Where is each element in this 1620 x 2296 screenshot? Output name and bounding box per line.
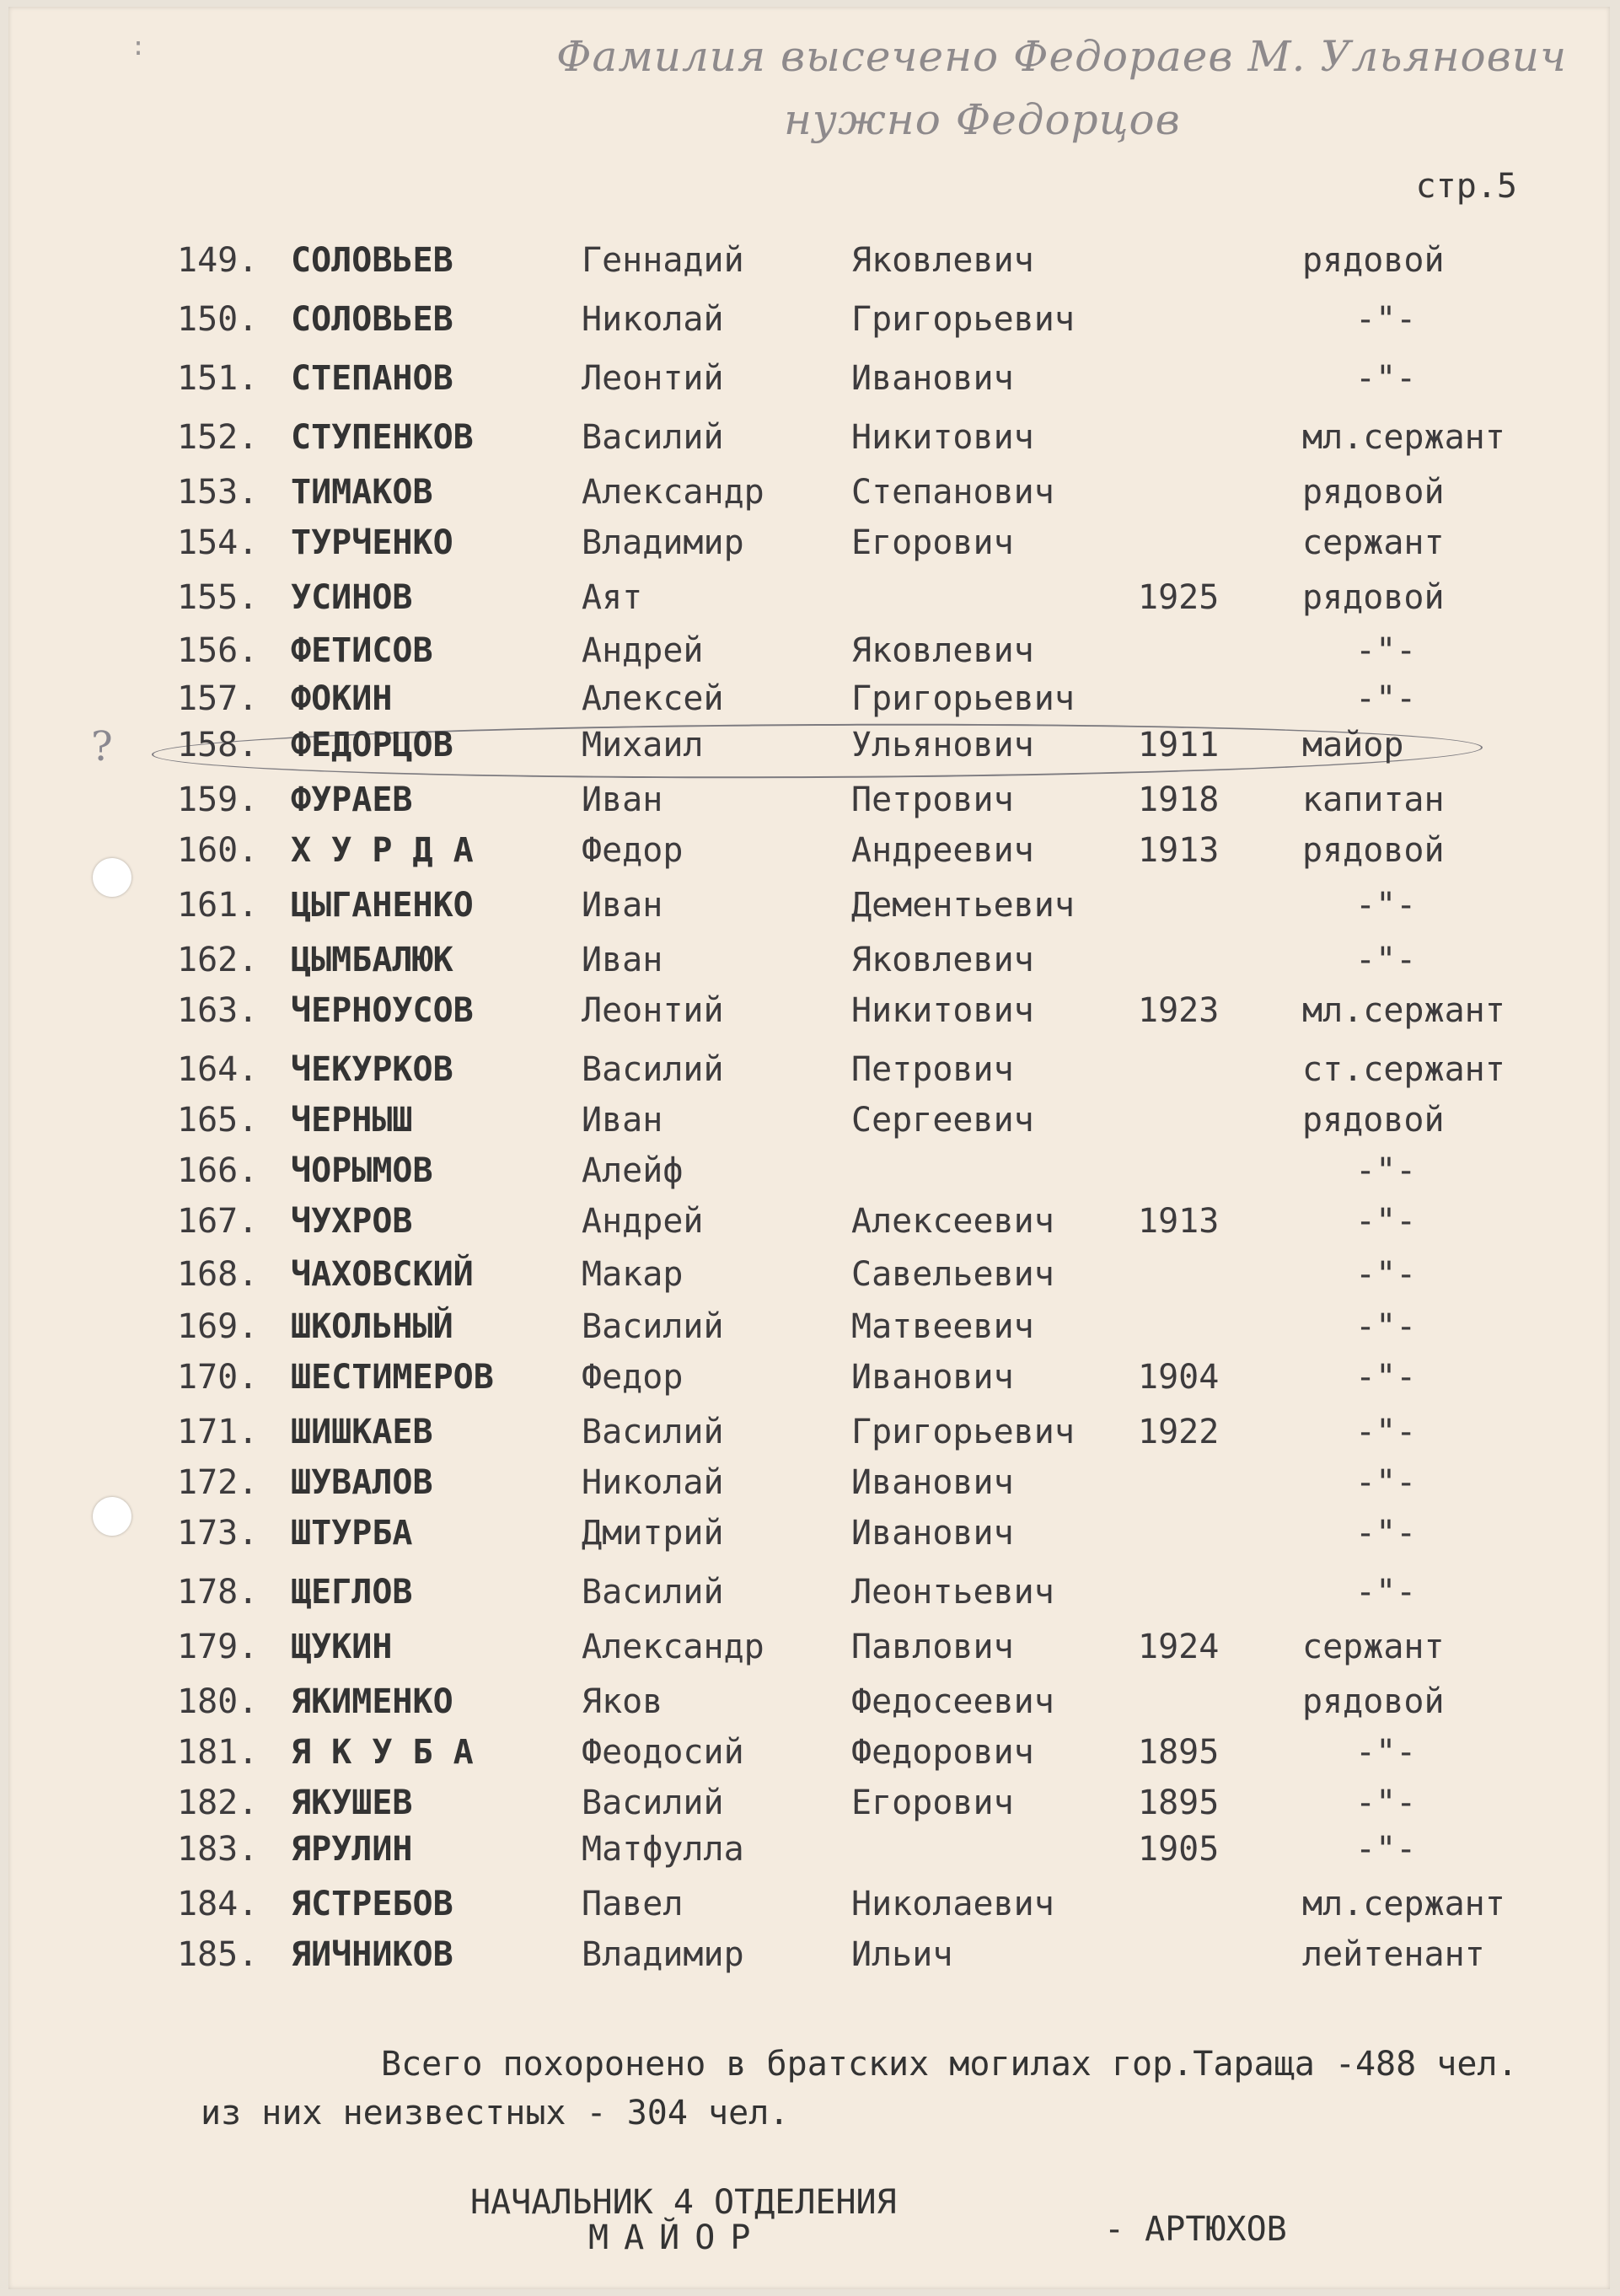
military-rank: -"-	[1355, 1255, 1417, 1294]
first-name: Иван	[582, 781, 663, 819]
military-rank: сержант	[1302, 1628, 1445, 1666]
last-name: ЩУКИН	[291, 1628, 393, 1666]
first-name: Александр	[582, 473, 764, 512]
row-number: 184.	[177, 1885, 259, 1923]
list-row	[8, 239, 1610, 282]
summary-line-2: из них неизвестных - 304 чел.	[201, 2094, 790, 2132]
military-rank: -"-	[1355, 1733, 1417, 1772]
military-rank: рядовой	[1302, 1101, 1445, 1140]
patronymic: Петрович	[851, 781, 1014, 819]
last-name: ЧЕКУРКОВ	[291, 1050, 453, 1089]
signature-name: - АРТЮХОВ	[1104, 2210, 1287, 2249]
military-rank: -"-	[1355, 1784, 1417, 1822]
military-rank: лейтенант	[1302, 1935, 1485, 1974]
first-name: Леонтий	[582, 359, 724, 398]
patronymic: Егорович	[851, 1784, 1014, 1822]
military-rank: -"-	[1355, 300, 1417, 339]
row-number: 155.	[177, 578, 259, 617]
list-row	[8, 1305, 1610, 1349]
first-name: Аят	[582, 578, 643, 617]
last-name: Х У Р Д А	[291, 831, 474, 870]
military-rank: -"-	[1355, 1307, 1417, 1346]
military-rank: -"-	[1355, 1151, 1417, 1190]
military-rank: -"-	[1355, 1202, 1417, 1241]
patronymic: Николаевич	[851, 1885, 1054, 1923]
list-row	[8, 1680, 1610, 1724]
military-rank: -"-	[1355, 1358, 1417, 1397]
last-name: ЯСТРЕБОВ	[291, 1885, 453, 1923]
row-number: 158.	[177, 726, 259, 764]
list-row	[8, 1149, 1610, 1193]
patronymic: Егорович	[851, 523, 1014, 562]
birth-year: 1905	[1138, 1830, 1220, 1869]
patronymic: Алексеевич	[851, 1202, 1054, 1241]
patronymic: Андреевич	[851, 831, 1034, 870]
first-name: Федор	[582, 1358, 684, 1397]
patronymic: Степанович	[851, 473, 1054, 512]
first-name: Павел	[582, 1885, 684, 1923]
birth-year: 1904	[1138, 1358, 1220, 1397]
birth-year: 1895	[1138, 1733, 1220, 1772]
first-name: Василий	[582, 1050, 724, 1089]
list-row	[8, 938, 1610, 982]
list-row	[8, 1625, 1610, 1669]
list-row	[8, 1933, 1610, 1977]
handwritten-note-line-1: Фамилия высечено Федораев М. Ульянович	[556, 32, 1568, 81]
last-name: ЩЕГЛОВ	[291, 1573, 413, 1612]
military-rank: сержант	[1302, 523, 1445, 562]
birth-year: 1918	[1138, 781, 1220, 819]
military-rank: -"-	[1355, 1413, 1417, 1451]
list-row	[8, 883, 1610, 927]
list-row	[8, 1098, 1610, 1142]
list-row	[8, 1355, 1610, 1399]
last-name: СТУПЕНКОВ	[291, 418, 474, 457]
last-name: ТУРЧЕНКО	[291, 523, 453, 562]
row-number: 162.	[177, 941, 259, 979]
last-name: ШИШКАЕВ	[291, 1413, 433, 1451]
first-name: Макар	[582, 1255, 684, 1294]
birth-year: 1895	[1138, 1784, 1220, 1822]
first-name: Михаил	[582, 726, 704, 764]
patronymic: Федорович	[851, 1733, 1034, 1772]
margin-mark: :	[131, 32, 147, 62]
patronymic: Иванович	[851, 1358, 1014, 1397]
patronymic: Григорьевич	[851, 300, 1075, 339]
last-name: ШУВАЛОВ	[291, 1463, 433, 1502]
first-name: Иван	[582, 1101, 663, 1140]
birth-year: 1923	[1138, 991, 1220, 1030]
last-name: ФОКИН	[291, 679, 393, 718]
list-row	[8, 521, 1610, 565]
first-name: Феодосий	[582, 1733, 744, 1772]
last-name: ЯКУШЕВ	[291, 1784, 413, 1822]
birth-year: 1924	[1138, 1628, 1220, 1666]
list-row	[8, 723, 1610, 767]
last-name: ЦЫГАНЕНКО	[291, 886, 474, 925]
row-number: 185.	[177, 1935, 259, 1974]
last-name: ЯИЧНИКОВ	[291, 1935, 453, 1974]
row-number: 161.	[177, 886, 259, 925]
last-name: ЯКИМЕНКО	[291, 1682, 453, 1721]
patronymic: Матвеевич	[851, 1307, 1034, 1346]
row-number: 166.	[177, 1151, 259, 1190]
last-name: ФЕТИСОВ	[291, 631, 433, 670]
military-rank: -"-	[1355, 1573, 1417, 1612]
first-name: Леонтий	[582, 991, 724, 1030]
patronymic: Петрович	[851, 1050, 1014, 1089]
row-number: 170.	[177, 1358, 259, 1397]
list-row	[8, 1511, 1610, 1555]
patronymic: Яковлевич	[851, 941, 1034, 979]
row-number: 154.	[177, 523, 259, 562]
first-name: Василий	[582, 1413, 724, 1451]
handwritten-note-line-2: нужно Федорцов	[784, 95, 1181, 144]
patronymic: Савельевич	[851, 1255, 1054, 1294]
last-name: СОЛОВЬЕВ	[291, 241, 453, 280]
patronymic: Григорьевич	[851, 679, 1075, 718]
last-name: ШЕСТИМЕРОВ	[291, 1358, 494, 1397]
first-name: Василий	[582, 1784, 724, 1822]
row-number: 150.	[177, 300, 259, 339]
list-row	[8, 629, 1610, 673]
first-name: Алейф	[582, 1151, 684, 1190]
row-number: 157.	[177, 679, 259, 718]
military-rank: ст.сержант	[1302, 1050, 1505, 1089]
patronymic: Яковлевич	[851, 241, 1034, 280]
patronymic: Ильич	[851, 1935, 953, 1974]
list-row	[8, 1781, 1610, 1825]
list-row	[8, 778, 1610, 822]
row-number: 181.	[177, 1733, 259, 1772]
row-number: 164.	[177, 1050, 259, 1089]
military-rank: рядовой	[1302, 831, 1445, 870]
first-name: Владимир	[582, 523, 744, 562]
list-row	[8, 1048, 1610, 1092]
list-row	[8, 677, 1610, 721]
military-rank: мл.сержант	[1302, 1885, 1505, 1923]
last-name: ЧЕРНЫШ	[291, 1101, 413, 1140]
patronymic: Григорьевич	[851, 1413, 1075, 1451]
signature-title: НАЧАЛЬНИК 4 ОТДЕЛЕНИЯ	[470, 2183, 897, 2222]
last-name: ЧЕРНОУСОВ	[291, 991, 474, 1030]
last-name: ЯРУЛИН	[291, 1830, 413, 1869]
birth-year: 1911	[1138, 726, 1220, 764]
last-name: ЦЫМБАЛЮК	[291, 941, 453, 979]
first-name: Николай	[582, 1463, 724, 1502]
military-rank: рядовой	[1302, 241, 1445, 280]
last-name: СОЛОВЬЕВ	[291, 300, 453, 339]
military-rank: мл.сержант	[1302, 991, 1505, 1030]
last-name: ФЕДОРЦОВ	[291, 726, 453, 764]
military-rank: -"-	[1355, 631, 1417, 670]
list-row	[8, 1410, 1610, 1454]
military-rank: -"-	[1355, 679, 1417, 718]
question-mark-annotation: ?	[91, 723, 113, 770]
military-rank: -"-	[1355, 941, 1417, 979]
list-row	[8, 1253, 1610, 1296]
list-row	[8, 1882, 1610, 1926]
row-number: 168.	[177, 1255, 259, 1294]
row-number: 182.	[177, 1784, 259, 1822]
first-name: Василий	[582, 1307, 724, 1346]
list-row	[8, 1199, 1610, 1243]
birth-year: 1925	[1138, 578, 1220, 617]
first-name: Александр	[582, 1628, 764, 1666]
row-number: 149.	[177, 241, 259, 280]
row-number: 178.	[177, 1573, 259, 1612]
military-rank: -"-	[1355, 1830, 1417, 1869]
patronymic: Никитович	[851, 418, 1034, 457]
list-row	[8, 1461, 1610, 1505]
patronymic: Иванович	[851, 1514, 1014, 1553]
page-number: стр.5	[1415, 167, 1517, 206]
row-number: 173.	[177, 1514, 259, 1553]
last-name: Я К У Б А	[291, 1733, 474, 1772]
first-name: Василий	[582, 418, 724, 457]
military-rank: мл.сержант	[1302, 418, 1505, 457]
military-rank: -"-	[1355, 359, 1417, 398]
summary-line-1: Всего похоронено в братских могилах гор.Тараща -488 чел.	[381, 2045, 1518, 2084]
first-name: Матфулла	[582, 1830, 744, 1869]
first-name: Геннадий	[582, 241, 744, 280]
last-name: ЧОРЫМОВ	[291, 1151, 433, 1190]
patronymic: Павлович	[851, 1628, 1014, 1666]
patronymic: Ульянович	[851, 726, 1034, 764]
patronymic: Никитович	[851, 991, 1034, 1030]
row-number: 159.	[177, 781, 259, 819]
first-name: Дмитрий	[582, 1514, 724, 1553]
list-row	[8, 298, 1610, 341]
row-number: 165.	[177, 1101, 259, 1140]
first-name: Владимир	[582, 1935, 744, 1974]
patronymic: Дементьевич	[851, 886, 1075, 925]
first-name: Яков	[582, 1682, 663, 1721]
row-number: 156.	[177, 631, 259, 670]
military-rank: майор	[1302, 726, 1404, 764]
list-row	[8, 1730, 1610, 1774]
birth-year: 1922	[1138, 1413, 1220, 1451]
row-number: 180.	[177, 1682, 259, 1721]
last-name: ФУРАЕВ	[291, 781, 413, 819]
military-rank: рядовой	[1302, 578, 1445, 617]
document-page	[8, 7, 1610, 2289]
first-name: Андрей	[582, 631, 704, 670]
list-row	[8, 1827, 1610, 1871]
military-rank: -"-	[1355, 1463, 1417, 1502]
row-number: 160.	[177, 831, 259, 870]
patronymic: Федосеевич	[851, 1682, 1054, 1721]
patronymic: Леонтьевич	[851, 1573, 1054, 1612]
military-rank: рядовой	[1302, 1682, 1445, 1721]
military-rank: рядовой	[1302, 473, 1445, 512]
row-number: 183.	[177, 1830, 259, 1869]
first-name: Алексей	[582, 679, 724, 718]
row-number: 167.	[177, 1202, 259, 1241]
first-name: Федор	[582, 831, 684, 870]
list-row	[8, 829, 1610, 872]
last-name: СТЕПАНОВ	[291, 359, 453, 398]
military-rank: капитан	[1302, 781, 1445, 819]
patronymic: Иванович	[851, 1463, 1014, 1502]
patronymic: Яковлевич	[851, 631, 1034, 670]
birth-year: 1913	[1138, 1202, 1220, 1241]
military-rank: -"-	[1355, 886, 1417, 925]
signature-rank: МАЙОР	[588, 2218, 766, 2257]
last-name: ШТУРБА	[291, 1514, 413, 1553]
list-row	[8, 576, 1610, 620]
patronymic: Сергеевич	[851, 1101, 1034, 1140]
row-number: 171.	[177, 1413, 259, 1451]
military-rank: -"-	[1355, 1514, 1417, 1553]
row-number: 153.	[177, 473, 259, 512]
last-name: ШКОЛЬНЫЙ	[291, 1307, 453, 1346]
row-number: 163.	[177, 991, 259, 1030]
first-name: Иван	[582, 941, 663, 979]
last-name: ТИМАКОВ	[291, 473, 433, 512]
list-row	[8, 416, 1610, 459]
patronymic: Иванович	[851, 359, 1014, 398]
first-name: Андрей	[582, 1202, 704, 1241]
last-name: ЧАХОВСКИЙ	[291, 1255, 474, 1294]
list-row	[8, 989, 1610, 1033]
list-row	[8, 357, 1610, 400]
list-row	[8, 1570, 1610, 1614]
row-number: 169.	[177, 1307, 259, 1346]
row-number: 172.	[177, 1463, 259, 1502]
last-name: ЧУХРОВ	[291, 1202, 413, 1241]
birth-year: 1913	[1138, 831, 1220, 870]
first-name: Николай	[582, 300, 724, 339]
first-name: Иван	[582, 886, 663, 925]
first-name: Василий	[582, 1573, 724, 1612]
row-number: 152.	[177, 418, 259, 457]
last-name: УСИНОВ	[291, 578, 413, 617]
row-number: 151.	[177, 359, 259, 398]
row-number: 179.	[177, 1628, 259, 1666]
list-row	[8, 470, 1610, 514]
